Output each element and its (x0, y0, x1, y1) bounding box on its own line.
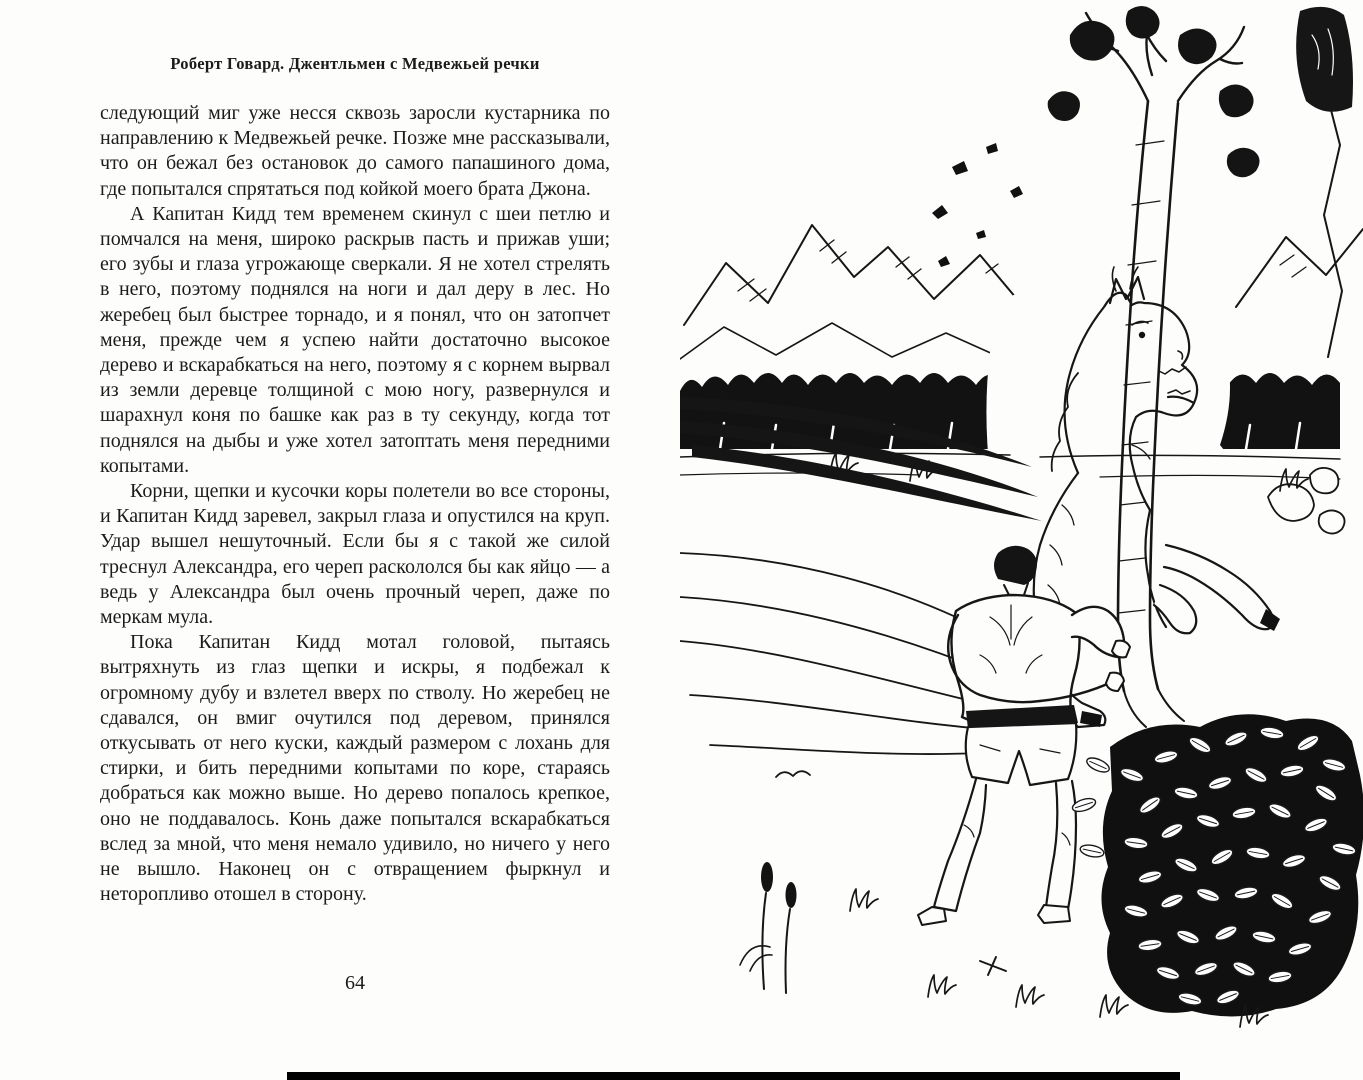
illustration (680, 5, 1363, 1045)
text-column (100, 54, 610, 908)
mountains-icon (684, 225, 1022, 325)
paragraph: следующий миг уже несся сквозь заросли кустарника по направлению к Медвежьей речке. Позже мне рассказывали, что он бежал без остановок до самого папашиного дома, где попытался спрятаться под койкой моего брата Джона. (100, 102, 610, 200)
bird-icon (776, 771, 810, 777)
body-text (100, 101, 610, 908)
debris-icon (932, 143, 1023, 267)
corner-foliage-icon (1296, 7, 1353, 112)
foliage-mass-icon (1071, 714, 1363, 1016)
paragraph: Корни, щепки и кусочки коры полетели во все стороны, и Капитан Кидд заревел, закрыл глаза и опустился на круп. Удар вышел нешуточный. Если бы я с такой же силой треснул Александра, его череп раскололся бы как яйцо — а ведь у Александра был очень прочный череп, даже по меркам мула. (100, 480, 610, 629)
running-header: Роберт Говард. Джентльмен с Медвежьей речки (170, 54, 540, 73)
page-number: 64 (345, 972, 365, 994)
paragraph: А Капитан Кидд тем временем скинул с шеи петлю и помчался на меня, широко раскрыв пасть и прижав уши; его зубы и глаза угрожающе сверкали. Я не хотел стрелять в него, поэтому поднялся на ноги и дал деру в лес. Но жеребец был быстрее торнадо, и я понял, что он затопчет меня, прежде чем я успею найти достаточно высокое дерево и вскарабкаться на него, поэтому я с корнем вырвал из земли деревце толщиной с мою ногу, развернулся и шарахнул коня по башке как раз в ту секунду, когда тот поднялся на дыбы и уже хотел затоптать меня передними копытами. (100, 202, 610, 477)
scan-artifact-bar (287, 1072, 1180, 1080)
paragraph: Пока Капитан Кидд мотал головой, пытаясь вытряхнуть из глаз щепки и искры, я подбежал к огромному дубу и взлетел вверх по стволу. Но жеребец не сдавался, он вмиг очутился под деревом, принялся откусывать от него куски, каждый размером с лохань для стирки, и бить передними копытами по коре, стараясь добраться как можно выше. Но дерево попалось крепкое, оно не поддавалось. Конь даже попытался вскарабкаться вслед за мной, что меня немало удивило, но ничего у него не вышло. Наконец он с отвращением фыркнул и неторопливо отошел в сторону. (100, 631, 610, 906)
